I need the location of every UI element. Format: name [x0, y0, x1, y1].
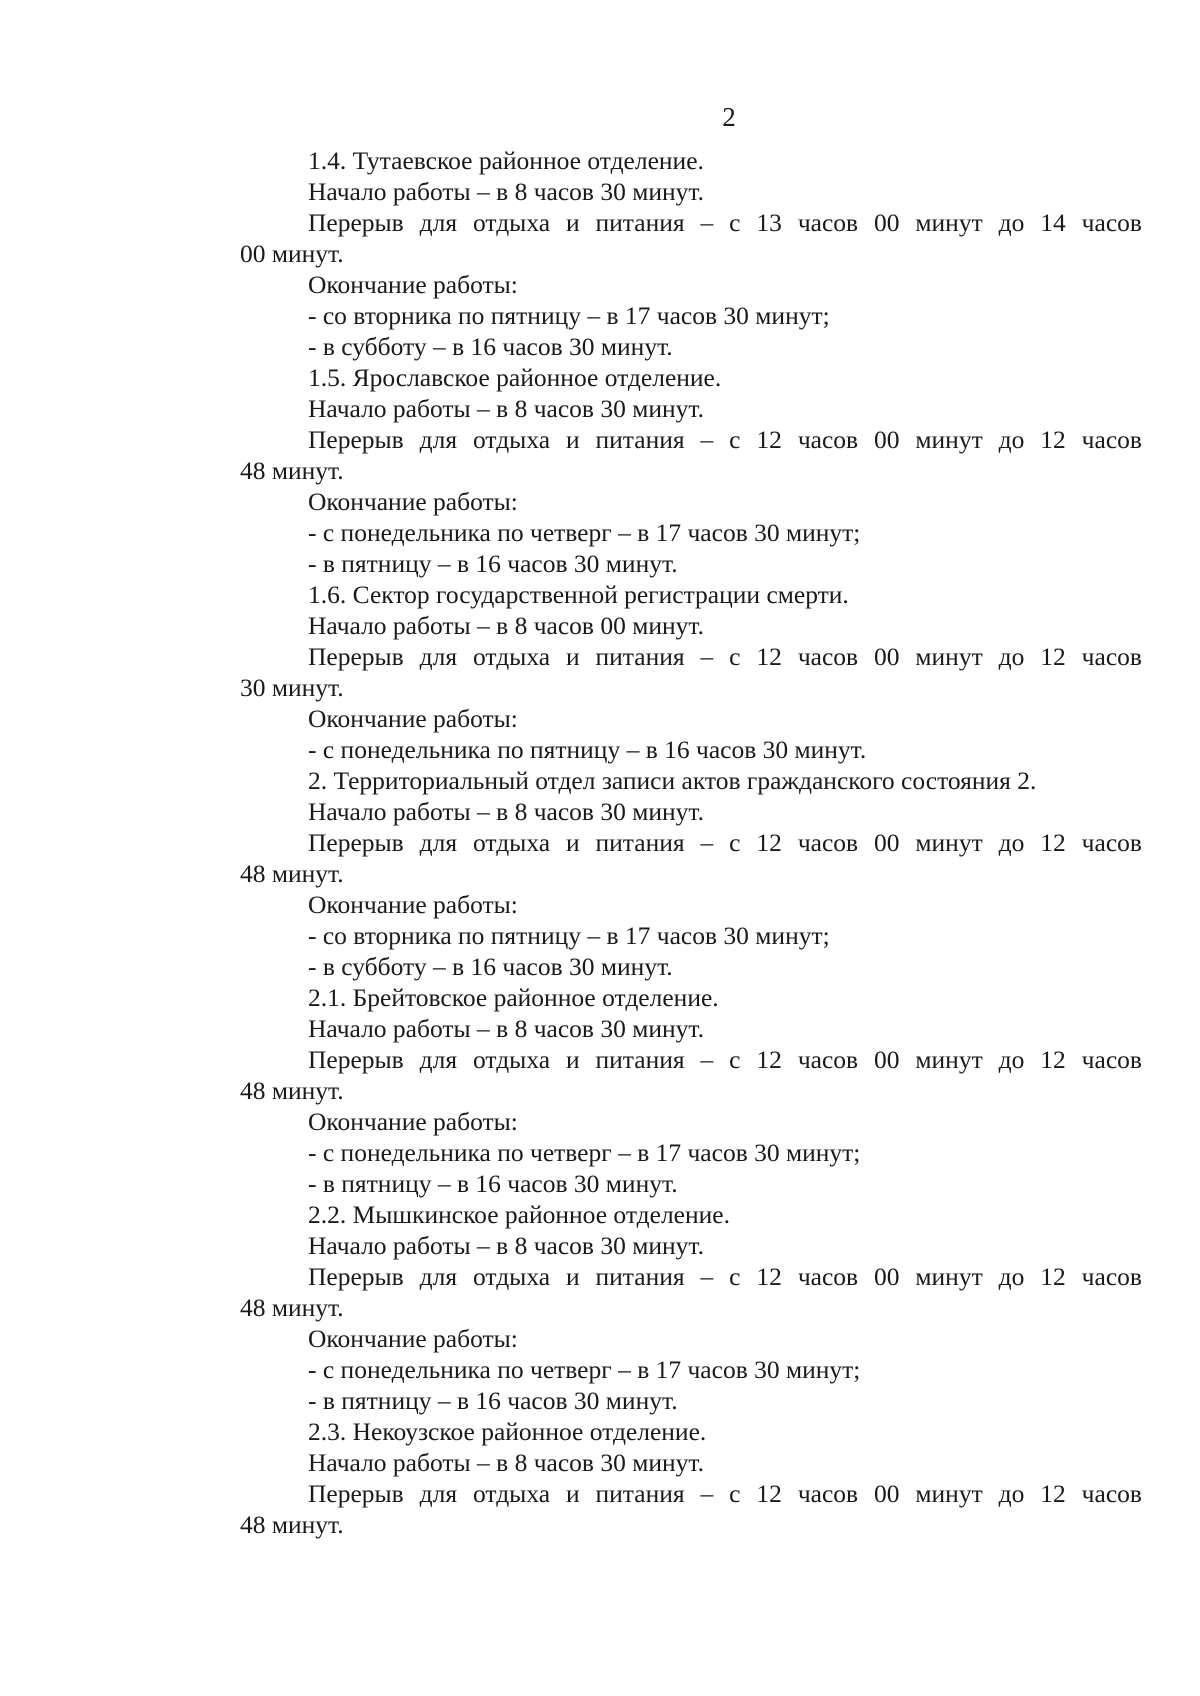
text-word: питания [595, 1262, 685, 1291]
text-word: часов [1081, 1045, 1142, 1074]
text-word: 12 [756, 1262, 782, 1291]
text-line [240, 827, 1142, 858]
text-line: 1.4. Тутаевское районное отделение. [308, 146, 704, 175]
text-word: до [998, 208, 1025, 237]
text-line: 30 минут. [240, 673, 344, 702]
text-line: 1.6. Сектор государственной регистрации смерти. [308, 580, 849, 609]
text-word: Перерыв [308, 828, 404, 857]
text-line: - в пятницу – в 16 часов 30 минут. [308, 1169, 678, 1198]
text-word: 00 [873, 425, 900, 454]
text-word: 12 [756, 828, 782, 857]
text-line: 48 минут. [240, 456, 344, 485]
text-line [240, 207, 1142, 238]
text-word: минут [915, 208, 983, 237]
text-word: с [729, 642, 741, 671]
text-word: 00 [873, 828, 900, 857]
text-word: минут [915, 1045, 983, 1074]
text-word: отдыха [472, 642, 551, 671]
text-line [240, 1261, 1142, 1292]
text-word: часов [797, 208, 859, 237]
text-line: - в пятницу – в 16 часов 30 минут. [308, 1386, 678, 1415]
text-word: Перерыв [308, 642, 404, 671]
text-word: минут [915, 1479, 983, 1508]
document-body [240, 145, 1142, 1540]
text-word: 12 [756, 1045, 782, 1074]
text-word: и [565, 208, 580, 237]
text-word: минут [915, 1262, 983, 1291]
text-word: до [998, 425, 1025, 454]
text-word: минут [915, 642, 983, 671]
text-line: 48 минут. [240, 1076, 344, 1105]
text-word: часов [1081, 1479, 1142, 1508]
text-word: питания [595, 828, 685, 857]
text-line: - в субботу – в 16 часов 30 минут. [308, 952, 673, 981]
text-word: часов [1081, 1262, 1142, 1291]
text-word: 12 [756, 1479, 782, 1508]
text-line: 00 минут. [240, 239, 344, 268]
text-word: 14 [1040, 208, 1066, 237]
text-word: и [565, 425, 580, 454]
text-word: часов [797, 1045, 859, 1074]
text-line: Начало работы – в 8 часов 30 минут. [308, 1014, 704, 1043]
text-line: Окончание работы: [308, 1324, 518, 1353]
text-line: - с понедельника по четверг – в 17 часов 30 минут; [308, 1138, 861, 1167]
text-line: 48 минут. [240, 1293, 344, 1322]
text-word: отдыха [472, 1262, 551, 1291]
text-word: 00 [873, 642, 900, 671]
text-word: 12 [1040, 1479, 1066, 1508]
text-word: и [565, 1045, 580, 1074]
text-word: для [419, 828, 458, 857]
text-word: Перерыв [308, 208, 404, 237]
text-word: питания [595, 1045, 685, 1074]
text-word: Перерыв [308, 1479, 404, 1508]
text-word: часов [797, 425, 859, 454]
text-word: для [419, 425, 458, 454]
text-word: 13 [756, 208, 782, 237]
text-word: отдыха [472, 425, 551, 454]
text-line: 2.1. Брейтовское районное отделение. [308, 983, 719, 1012]
text-word: с [729, 1045, 741, 1074]
text-word: с [729, 828, 741, 857]
text-word: минут [915, 828, 983, 857]
text-word: для [419, 642, 458, 671]
text-word: питания [595, 425, 685, 454]
text-line [240, 1478, 1142, 1509]
text-word: – [700, 828, 714, 857]
text-word: минут [915, 425, 983, 454]
text-line: Начало работы – в 8 часов 30 минут. [308, 1231, 704, 1260]
text-word: часов [1081, 208, 1142, 237]
text-line: 48 минут. [240, 1510, 344, 1539]
text-word: с [729, 1479, 741, 1508]
page-number: 2 [722, 102, 736, 132]
text-word: – [700, 1045, 714, 1074]
text-word: с [729, 208, 741, 237]
text-word: часов [1081, 642, 1142, 671]
text-word: питания [595, 1479, 685, 1508]
text-line: Окончание работы: [308, 487, 518, 516]
text-line: 2. Территориальный отдел записи актов гражданского состояния 2. [308, 766, 1037, 795]
text-line: Окончание работы: [308, 270, 518, 299]
text-word: часов [797, 828, 859, 857]
text-word: 00 [873, 1479, 900, 1508]
text-word: и [565, 1262, 580, 1291]
text-word: до [998, 1479, 1025, 1508]
text-line: 2.3. Некоузское районное отделение. [308, 1417, 707, 1446]
text-word: часов [797, 1262, 859, 1291]
text-line [240, 1044, 1142, 1075]
text-line: Окончание работы: [308, 890, 518, 919]
text-word: Перерыв [308, 1045, 404, 1074]
text-word: 00 [873, 1045, 900, 1074]
text-word: 12 [1040, 425, 1066, 454]
text-word: – [700, 208, 714, 237]
text-line: - в субботу – в 16 часов 30 минут. [308, 332, 673, 361]
text-word: и [565, 828, 580, 857]
text-line: 48 минут. [240, 859, 344, 888]
text-line [240, 641, 1142, 672]
text-word: Перерыв [308, 1262, 404, 1291]
text-line: - со вторника по пятницу – в 17 часов 30 минут; [308, 921, 830, 950]
text-line: 1.5. Ярославское районное отделение. [308, 363, 722, 392]
text-word: питания [595, 642, 685, 671]
text-word: отдыха [472, 1045, 551, 1074]
text-word: до [998, 1045, 1025, 1074]
text-word: – [700, 642, 714, 671]
text-line: - с понедельника по четверг – в 17 часов 30 минут; [308, 518, 861, 547]
text-line: Начало работы – в 8 часов 30 минут. [308, 177, 704, 206]
text-word: для [419, 1045, 458, 1074]
text-line: - с понедельника по пятницу – в 16 часов 30 минут. [308, 735, 867, 764]
text-word: и [565, 1479, 580, 1508]
text-word: до [998, 642, 1025, 671]
text-line: Начало работы – в 8 часов 30 минут. [308, 394, 704, 423]
text-word: часов [797, 642, 859, 671]
text-word: для [419, 1262, 458, 1291]
text-line [240, 424, 1142, 455]
text-line: Начало работы – в 8 часов 00 минут. [308, 611, 704, 640]
text-line: Окончание работы: [308, 704, 518, 733]
text-word: до [998, 1262, 1025, 1291]
text-word: с [729, 425, 741, 454]
text-word: до [998, 828, 1025, 857]
text-word: питания [595, 208, 685, 237]
text-word: 12 [1040, 828, 1066, 857]
text-word: Перерыв [308, 425, 404, 454]
text-word: с [729, 1262, 741, 1291]
text-line: 2.2. Мышкинское районное отделение. [308, 1200, 730, 1229]
text-word: 12 [756, 425, 782, 454]
text-word: отдыха [472, 1479, 551, 1508]
text-word: 00 [873, 208, 900, 237]
text-word: часов [797, 1479, 859, 1508]
text-word: 12 [756, 642, 782, 671]
text-word: отдыха [472, 208, 551, 237]
text-word: 12 [1040, 1045, 1066, 1074]
text-line: Начало работы – в 8 часов 30 минут. [308, 797, 704, 826]
text-word: 00 [873, 1262, 900, 1291]
text-line: Начало работы – в 8 часов 30 минут. [308, 1448, 704, 1477]
text-word: – [700, 425, 714, 454]
text-line: Окончание работы: [308, 1107, 518, 1136]
text-word: часов [1081, 425, 1142, 454]
text-word: для [419, 1479, 458, 1508]
text-line: - со вторника по пятницу – в 17 часов 30 минут; [308, 301, 830, 330]
text-word: – [700, 1479, 714, 1508]
text-line: - с понедельника по четверг – в 17 часов 30 минут; [308, 1355, 861, 1384]
text-word: для [419, 208, 458, 237]
text-word: 12 [1040, 1262, 1066, 1291]
text-word: и [565, 642, 580, 671]
text-line: - в пятницу – в 16 часов 30 минут. [308, 549, 678, 578]
text-word: часов [1081, 828, 1142, 857]
text-word: – [700, 1262, 714, 1291]
text-word: 12 [1040, 642, 1066, 671]
text-word: отдыха [472, 828, 551, 857]
